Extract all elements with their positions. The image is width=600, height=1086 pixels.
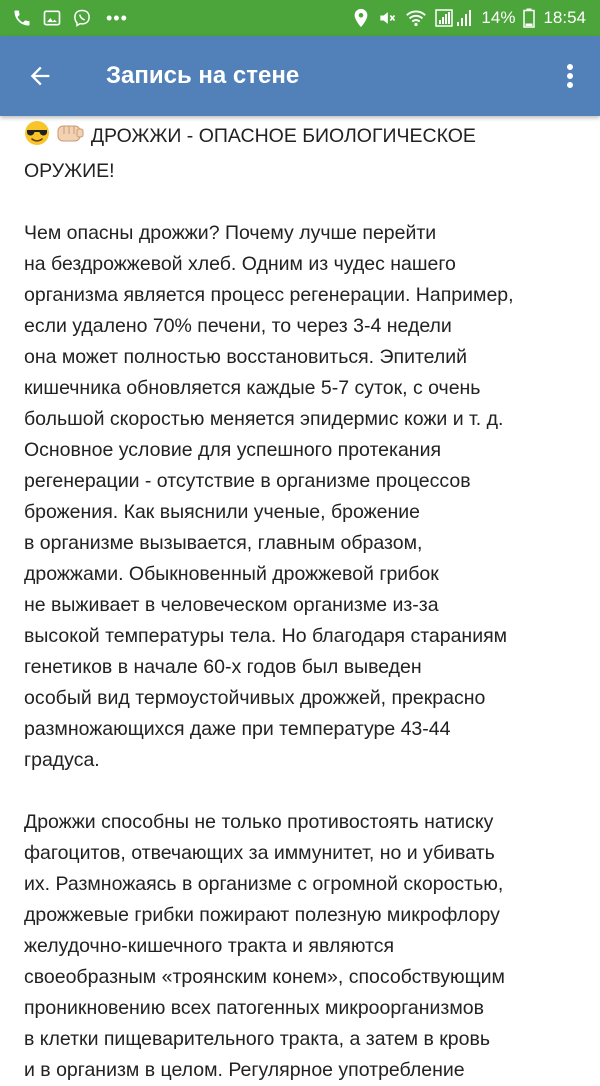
mute-icon: [377, 8, 397, 28]
image-icon: [42, 8, 62, 28]
more-options-button[interactable]: [540, 36, 600, 116]
post-text-line: если удалено 70% печени, то через 3-4 недели: [24, 315, 452, 337]
post-text-line: дрожжевые грибки пожирают полезную микрофлору: [24, 904, 500, 926]
wifi-icon: [405, 8, 427, 28]
post-text-line: Дрожжи способны не только противостоять натиску: [24, 811, 494, 833]
battery-icon: [523, 8, 535, 28]
post-text-line: на бездрожжевой хлеб. Одним из чудес нашего: [24, 253, 456, 275]
post-paragraph-1: [24, 218, 584, 776]
status-bar: [0, 0, 600, 36]
battery-percent: 14%: [481, 8, 516, 27]
clock: 18:54: [543, 8, 586, 27]
post-text-line: Чем опасны дрожжи? Почему лучше перейти: [24, 222, 437, 244]
post-paragraph-2: [24, 807, 584, 1086]
post-text-line: организма является процесс регенерации. Например,: [24, 284, 514, 306]
back-arrow-icon: [26, 62, 54, 90]
post-text-line: дрожжами. Обыкновенный дрожжевой грибок: [24, 563, 439, 585]
post-text-line: не выживает в человеческом организме из-за: [24, 594, 439, 616]
signal-icon: [435, 8, 473, 28]
post-text-line: высокой температуры тела. Но благодаря стараниям: [24, 625, 508, 647]
app-bar: [0, 36, 600, 116]
post-title-line-1: ДРОЖЖИ - ОПАСНОЕ БИОЛОГИЧЕСКОЕ: [90, 125, 476, 147]
post-text-line: размножающихся даже при температуре 43-44: [24, 718, 451, 740]
phone-icon: [12, 8, 32, 28]
sunglasses-emoji-icon: [24, 120, 50, 156]
fist-emoji-icon: [55, 120, 85, 156]
post-content: [24, 116, 584, 1086]
more-notifications-icon: •••: [106, 7, 128, 28]
post-text-line: и в организм в целом. Регулярное употребление: [24, 1059, 465, 1081]
post-text-line: генетиков в начале 60-х годов был выведен: [24, 656, 422, 678]
page-title: Запись на стене: [106, 62, 300, 89]
post-text-line: в клетки пищеварительного тракта, а затем в кровь: [24, 1028, 491, 1050]
back-button[interactable]: [0, 36, 80, 116]
viber-icon: [72, 8, 92, 28]
more-vert-icon: [566, 63, 574, 89]
post-text-line: проникновению всех патогенных микроорганизмов: [24, 997, 484, 1019]
post-text-line: их. Размножаясь в организме с огромной скоростью,: [24, 873, 504, 895]
post-text-line: в организме вызывается, главным образом,: [24, 532, 423, 554]
post-text-line: брожения. Как выяснили ученые, брожение: [24, 501, 421, 523]
post-text-line: градуса.: [24, 749, 100, 771]
post-text-line: большой скоростью меняется эпидермис кожи и т. д.: [24, 408, 504, 430]
post-text-line: кишечника обновляется каждые 5-7 суток, с очень: [24, 377, 481, 399]
post-text-line: своеобразным «троянским конем», способствующим: [24, 966, 505, 988]
post-text-line: она может полностью восстановиться. Эпителий: [24, 346, 468, 368]
post-text-line: Основное условие для успешного протекания: [24, 439, 442, 461]
post-text-line: регенерации - отсутствие в организме процессов: [24, 470, 471, 492]
post-text-line: особый вид термоустойчивых дрожжей, прекрасно: [24, 687, 486, 709]
post-title-line-2: ОРУЖИЕ!: [24, 160, 115, 182]
post-text-line: фагоцитов, отвечающих за иммунитет, но и убивать: [24, 842, 495, 864]
location-icon: [353, 8, 369, 28]
post-text-line: желудочно-кишечного тракта и являются: [24, 935, 395, 957]
post-title: [24, 120, 584, 187]
